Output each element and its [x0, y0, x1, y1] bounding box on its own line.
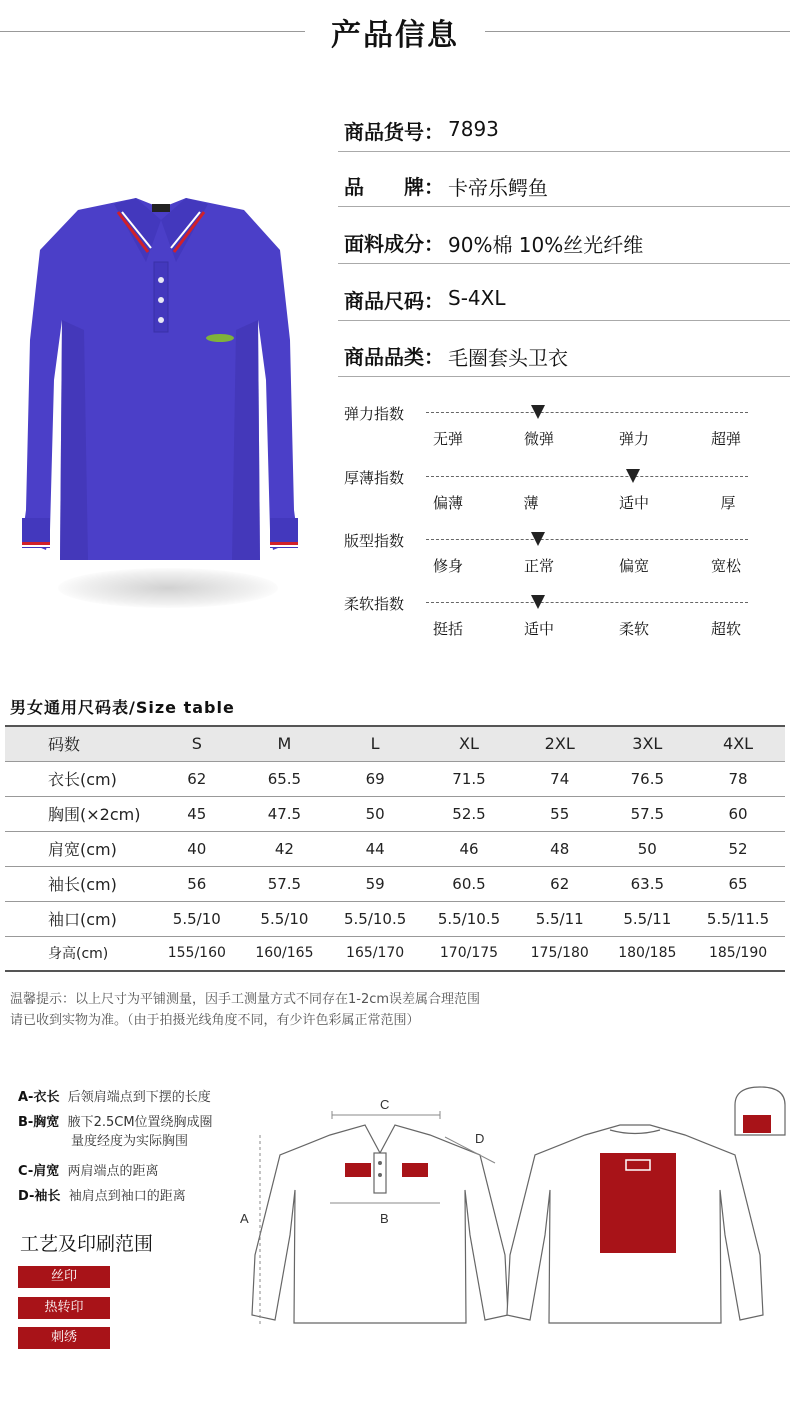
front-print-area-right	[402, 1163, 428, 1177]
index-option: 柔软	[618, 620, 649, 638]
table-cell: 170/175	[439, 945, 499, 962]
measure-key: C-肩宽	[18, 1164, 60, 1179]
info-value: 90%棉 10%丝光纤维	[448, 233, 644, 257]
table-header-cell: 3XL	[604, 726, 692, 761]
table-cell: 52.5	[422, 796, 516, 831]
index-fit	[338, 530, 758, 594]
measure-desc-2: 量度经度为实际胸围	[71, 1134, 189, 1149]
table-cell: 160/165	[255, 945, 314, 962]
measure-legend-c	[18, 1160, 159, 1179]
index-option: 薄	[523, 494, 539, 512]
table-row	[5, 831, 785, 866]
table-cell: 165/170	[346, 945, 405, 962]
index-option: 修身	[432, 557, 463, 575]
table-row	[5, 796, 785, 831]
index-option: 超软	[710, 620, 741, 638]
table-cell: 45	[153, 796, 241, 831]
table-cell: 78	[691, 761, 785, 796]
index-scale-line	[426, 476, 748, 477]
info-row-size	[338, 279, 790, 321]
diagram-label-c: C	[380, 1097, 390, 1112]
table-row	[5, 901, 785, 936]
table-header-cell: L	[328, 726, 422, 761]
table-cell: 57.5	[241, 866, 329, 901]
info-row-sku	[338, 110, 790, 152]
table-cell: 65	[691, 866, 785, 901]
index-scale-line	[426, 602, 748, 603]
table-row	[5, 866, 785, 901]
measure-desc: 后领肩端点到下摆的长度	[67, 1090, 211, 1105]
table-cell: 56	[153, 866, 241, 901]
table-cell: 65.5	[241, 761, 329, 796]
table-cell: 59	[328, 866, 422, 901]
measure-key: A-衣长	[18, 1090, 60, 1105]
index-pointer-icon	[531, 532, 545, 546]
diagram-label-b: B	[380, 1211, 389, 1226]
table-cell: 62	[153, 761, 241, 796]
index-thickness	[338, 467, 758, 531]
info-row-brand	[338, 165, 790, 207]
table-cell: 5.5/10.5	[422, 901, 516, 936]
size-table-title: 男女通用尺码表/Size table	[10, 698, 235, 717]
table-cell: 52	[691, 831, 785, 866]
table-cell: 62	[516, 866, 604, 901]
table-cell: 5.5/10	[153, 901, 241, 936]
table-cell: 155/160	[167, 945, 226, 962]
measurement-diagram	[230, 1085, 790, 1335]
info-value: S-4XL	[448, 286, 506, 310]
table-header-cell: XL	[422, 726, 516, 761]
index-option: 厚	[720, 494, 736, 512]
table-cell: 60.5	[422, 866, 516, 901]
front-print-area-left	[345, 1163, 371, 1177]
table-row-label: 胸围(×2cm)	[5, 796, 153, 831]
diagram-label-a: A	[240, 1211, 249, 1226]
page-title: 产品信息	[331, 18, 459, 53]
table-cell: 44	[328, 831, 422, 866]
table-cell: 76.5	[604, 761, 692, 796]
measure-key: B-胸宽	[18, 1115, 60, 1130]
table-cell: 5.5/10	[241, 901, 329, 936]
craft-silkscreen-button[interactable]: 丝印	[18, 1266, 110, 1288]
size-note-line-1: 温馨提示：以上尺寸为平铺测量，因手工测量方式不同存在1-2cm误差属合理范围	[10, 992, 481, 1007]
size-table-header-row	[5, 726, 785, 761]
craft-heat-transfer-button[interactable]: 热转印	[18, 1297, 110, 1319]
measure-legend-a	[18, 1086, 211, 1105]
index-option: 弹力	[618, 430, 649, 448]
table-cell: 69	[328, 761, 422, 796]
index-title: 厚薄指数	[344, 469, 405, 487]
table-cell: 60	[691, 796, 785, 831]
index-option: 适中	[618, 494, 649, 512]
measure-desc: 腋下2.5CM位置绕胸成圈	[67, 1115, 213, 1130]
index-pointer-icon	[626, 469, 640, 483]
table-cell: 5.5/11.5	[691, 901, 785, 936]
table-cell: 180/185	[618, 945, 677, 962]
info-key: 品 牌：	[344, 175, 444, 199]
craft-title: 工艺及印刷范围	[20, 1233, 154, 1255]
index-pointer-icon	[531, 405, 545, 419]
cap-print-area	[743, 1115, 771, 1133]
table-header-cell: 2XL	[516, 726, 604, 761]
index-softness	[338, 593, 758, 657]
index-option: 微弹	[523, 430, 554, 448]
table-cell: 74	[516, 761, 604, 796]
index-option: 偏薄	[432, 494, 463, 512]
measure-key: D-袖长	[18, 1189, 61, 1204]
info-key: 商品货号：	[344, 120, 444, 144]
table-cell: 42	[241, 831, 329, 866]
table-header-cell: 4XL	[691, 726, 785, 761]
table-row-label: 衣长(cm)	[5, 761, 153, 796]
table-row-label: 肩宽(cm)	[5, 831, 153, 866]
table-cell: 46	[422, 831, 516, 866]
index-pointer-icon	[531, 595, 545, 609]
index-scale-line	[426, 412, 748, 413]
info-key: 面料成分：	[344, 232, 444, 256]
info-value: 7893	[448, 117, 499, 141]
table-cell: 185/190	[708, 945, 768, 962]
index-option: 无弹	[432, 430, 463, 448]
index-option: 超弹	[710, 430, 741, 448]
diagram-button	[378, 1161, 382, 1165]
size-table	[5, 725, 785, 972]
info-row-category	[338, 335, 790, 377]
table-row	[5, 936, 785, 971]
index-elasticity	[338, 403, 758, 467]
table-row-label: 身高(cm)	[48, 946, 109, 963]
index-option: 适中	[523, 620, 554, 638]
table-cell: 57.5	[604, 796, 692, 831]
table-header-cell: S	[153, 726, 241, 761]
back-print-area	[600, 1153, 676, 1253]
table-row	[5, 761, 785, 796]
table-row-label: 袖长(cm)	[5, 866, 153, 901]
index-scale-line	[426, 539, 748, 540]
info-key: 商品品类：	[344, 345, 444, 369]
shirt-shadow	[58, 568, 278, 608]
table-cell: 50	[328, 796, 422, 831]
table-cell: 47.5	[241, 796, 329, 831]
polo-shirt-illustration	[18, 190, 303, 590]
table-cell: 40	[153, 831, 241, 866]
diagram-label-d: D	[475, 1131, 485, 1146]
table-header-cell: 码数	[5, 726, 153, 761]
table-header-cell: M	[241, 726, 329, 761]
craft-embroidery-button[interactable]: 刺绣	[18, 1327, 110, 1349]
size-note-line-2: 请已收到实物为准。（由于拍摄光线角度不同，有少许色彩属正常范围）	[10, 1013, 420, 1028]
index-title: 版型指数	[344, 532, 405, 550]
table-cell: 175/180	[530, 945, 589, 962]
info-value: 毛圈套头卫衣	[448, 346, 568, 370]
index-option: 宽松	[710, 557, 741, 575]
table-cell: 48	[516, 831, 604, 866]
index-option: 挺括	[432, 620, 463, 638]
info-key: 商品尺码：	[344, 289, 444, 313]
index-option: 正常	[523, 557, 554, 575]
info-value: 卡帝乐鳄鱼	[448, 176, 548, 200]
measure-legend-b	[18, 1111, 213, 1149]
table-row-label: 袖口(cm)	[5, 901, 153, 936]
table-cell: 71.5	[422, 761, 516, 796]
table-cell: 63.5	[604, 866, 692, 901]
index-title: 柔软指数	[344, 595, 405, 613]
index-option: 偏宽	[618, 557, 649, 575]
crocodile-logo	[206, 334, 234, 342]
product-image	[18, 190, 303, 620]
info-row-fabric	[338, 222, 790, 264]
diagram-button	[378, 1173, 382, 1177]
table-cell: 50	[604, 831, 692, 866]
table-cell: 55	[516, 796, 604, 831]
measure-desc: 两肩端点的距离	[67, 1164, 159, 1179]
measure-desc: 袖肩点到袖口的距离	[68, 1189, 186, 1204]
table-cell: 5.5/10.5	[328, 901, 422, 936]
table-cell: 5.5/11	[516, 901, 604, 936]
index-title: 弹力指数	[344, 405, 405, 423]
table-cell: 5.5/11	[604, 901, 692, 936]
measure-legend-d	[18, 1185, 186, 1204]
